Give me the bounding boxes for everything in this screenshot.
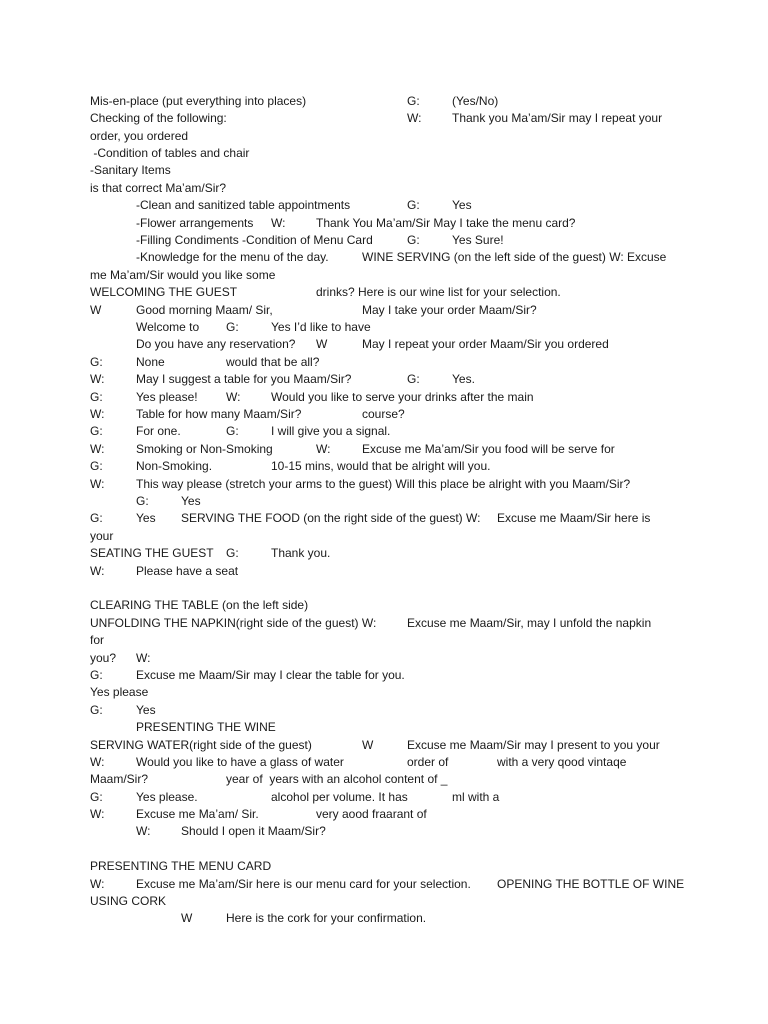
text-line xyxy=(0,476,768,493)
text-segment: Would you like to serve your drinks after the main xyxy=(271,390,534,404)
text-segment: drinks? Here is our wine list for your selection. xyxy=(316,285,561,299)
text-segment: W: xyxy=(90,477,105,491)
text-segment: -Condition of tables and chair xyxy=(90,146,250,160)
text-segment: SERVING WATER(right side of the guest) xyxy=(90,738,312,752)
text-segment: WINE SERVING (on the left side of the guest) W: Excuse xyxy=(362,250,667,264)
text-segment: PRESENTING THE WINE xyxy=(136,720,276,734)
text-line xyxy=(0,876,768,893)
text-segment: W: xyxy=(90,807,105,821)
text-segment: me Ma’am/Sir would you like some xyxy=(90,268,276,282)
text-segment: very aood fraarant of xyxy=(316,807,427,821)
text-segment: SERVING THE FOOD (on the right side of the guest) W: xyxy=(181,511,481,525)
text-line xyxy=(0,545,768,562)
text-line xyxy=(0,806,768,823)
text-segment: G: xyxy=(90,424,103,438)
text-segment: G: xyxy=(90,668,103,682)
text-segment: 10-15 mins, would that be alright will you. xyxy=(271,459,491,473)
text-line xyxy=(0,597,768,614)
text-line xyxy=(0,719,768,736)
text-segment: Yes xyxy=(452,198,472,212)
text-segment: Yes xyxy=(181,494,201,508)
text-segment: WELCOMING THE GUEST xyxy=(90,285,238,299)
text-segment: Excuse me Maam/Sir may I clear the table for you. xyxy=(136,668,405,682)
text-segment: Yes I’d like to have xyxy=(271,320,371,334)
text-segment: is that correct Ma’am/Sir? xyxy=(90,181,227,195)
text-segment: Welcome to xyxy=(136,320,200,334)
text-segment: May I suggest a table for you Maam/Sir? xyxy=(136,372,352,386)
text-segment: W: xyxy=(90,407,105,421)
text-segment: Thank you. xyxy=(271,546,331,560)
text-segment: W xyxy=(181,911,193,925)
text-segment: I will give you a signal. xyxy=(271,424,391,438)
text-segment: (Yes/No) xyxy=(452,94,499,108)
text-segment: W xyxy=(90,303,102,317)
text-line xyxy=(0,354,768,371)
text-segment: G: xyxy=(226,424,239,438)
text-line xyxy=(0,423,768,440)
text-segment: Excuse me Maam/Sir may I present to you your xyxy=(407,738,660,752)
text-segment: Maam/Sir? xyxy=(90,772,149,786)
text-segment: Excuse me Ma’am/ Sir. xyxy=(136,807,259,821)
text-line xyxy=(0,145,768,162)
text-segment: G: xyxy=(226,546,239,560)
text-segment: G: xyxy=(90,355,103,369)
text-segment: Do you have any reservation? xyxy=(136,337,296,351)
text-segment: Thank You Ma’am/Sir May I take the menu card? xyxy=(316,216,576,230)
text-segment: G: xyxy=(90,459,103,473)
text-segment: G: xyxy=(90,790,103,804)
text-segment: Thank you Ma’am/Sir may I repeat your xyxy=(452,111,663,125)
text-line xyxy=(0,789,768,806)
text-segment: W: xyxy=(407,111,422,125)
text-segment: alcohol per volume. It has xyxy=(271,790,408,804)
text-segment: G: xyxy=(407,94,420,108)
text-segment: course? xyxy=(362,407,405,421)
text-line xyxy=(0,458,768,475)
text-line xyxy=(0,371,768,388)
text-line xyxy=(0,510,768,527)
text-segment: W: xyxy=(90,877,105,891)
text-segment: -Knowledge for the menu of the day. xyxy=(136,250,329,264)
text-segment: G: xyxy=(407,233,420,247)
text-segment: G: xyxy=(90,511,103,525)
text-segment: order of xyxy=(407,755,449,769)
text-segment: your xyxy=(90,529,114,543)
text-segment: Yes xyxy=(136,703,156,717)
text-segment: W: xyxy=(226,390,241,404)
text-line xyxy=(0,771,768,788)
text-segment: G: xyxy=(90,390,103,404)
text-segment: Excuse me Ma’am/Sir you food will be serve for xyxy=(362,442,615,456)
text-line xyxy=(0,93,768,110)
text-line xyxy=(0,893,768,910)
text-line xyxy=(0,232,768,249)
text-segment: G: xyxy=(407,372,420,386)
text-segment: W xyxy=(362,738,374,752)
text-segment: Table for how many Maam/Sir? xyxy=(136,407,302,421)
text-segment: G: xyxy=(407,198,420,212)
text-line xyxy=(0,162,768,179)
text-segment: -Sanitary Items xyxy=(90,163,171,177)
text-segment: Yes xyxy=(136,511,156,525)
text-segment: For one. xyxy=(136,424,181,438)
text-line xyxy=(0,667,768,684)
text-segment: May I repeat your order Maam/Sir you ordered xyxy=(362,337,609,351)
text-segment: Yes please! xyxy=(136,390,198,404)
text-segment: for xyxy=(90,633,105,647)
text-segment: would that be all? xyxy=(226,355,320,369)
text-line xyxy=(0,267,768,284)
text-segment: USING CORK xyxy=(90,894,167,908)
text-segment: order, you ordered xyxy=(90,129,189,143)
text-segment: -Clean and sanitized table appointments xyxy=(136,198,351,212)
text-line xyxy=(0,180,768,197)
text-line xyxy=(0,197,768,214)
text-segment: Yes please. xyxy=(136,790,198,804)
text-line xyxy=(0,389,768,406)
text-segment: with a very qood vintaqe xyxy=(497,755,627,769)
text-line xyxy=(0,684,768,701)
text-line xyxy=(0,650,768,667)
text-segment: W: xyxy=(136,824,151,838)
text-line xyxy=(0,563,768,580)
text-segment: W: xyxy=(90,372,105,386)
text-line xyxy=(0,406,768,423)
text-line xyxy=(0,302,768,319)
text-line xyxy=(0,754,768,771)
text-segment: W: xyxy=(90,442,105,456)
text-segment: Excuse me Maam/Sir here is xyxy=(497,511,651,525)
text-segment: Please have a seat xyxy=(136,564,239,578)
text-segment: W: xyxy=(316,442,331,456)
text-line xyxy=(0,284,768,301)
text-line xyxy=(0,823,768,840)
text-segment: This way please (stretch your arms to the guest) Will this place be alright with you Maam/Sir? xyxy=(136,477,631,491)
text-segment: G: xyxy=(90,703,103,717)
text-segment: G: xyxy=(226,320,239,334)
text-segment: Mis-en-place (put everything into places) xyxy=(90,94,307,108)
text-segment: Yes please xyxy=(90,685,149,699)
text-segment: W: xyxy=(90,755,105,769)
text-segment: Yes Sure! xyxy=(452,233,504,247)
text-segment: you? xyxy=(90,651,117,665)
text-segment: W: xyxy=(90,564,105,578)
text-line xyxy=(0,702,768,719)
text-line xyxy=(0,615,768,632)
text-segment: May I take your order Maam/Sir? xyxy=(362,303,537,317)
text-segment: Good morning Maam/ Sir, xyxy=(136,303,273,317)
text-line xyxy=(0,319,768,336)
text-line xyxy=(0,249,768,266)
text-segment: PRESENTING THE MENU CARD xyxy=(90,859,272,873)
text-segment: Would you like to have a glass of water xyxy=(136,755,344,769)
text-segment: year of years with an alcohol content of _ xyxy=(226,772,448,786)
text-line xyxy=(0,910,768,927)
text-segment: Non-Smoking. xyxy=(136,459,213,473)
text-segment: Yes. xyxy=(452,372,475,386)
text-segment: W: xyxy=(271,216,286,230)
text-line xyxy=(0,110,768,127)
text-segment: OPENING THE BOTTLE OF WINE xyxy=(497,877,685,891)
text-segment: UNFOLDING THE NAPKIN(right side of the guest) W: xyxy=(90,616,377,630)
text-segment: G: xyxy=(136,494,149,508)
text-segment: -Flower arrangements xyxy=(136,216,254,230)
text-segment: Smoking or Non-Smoking xyxy=(136,442,273,456)
text-segment: W: xyxy=(136,651,151,665)
text-segment: Checking of the following: xyxy=(90,111,227,125)
text-segment: ml with a xyxy=(452,790,500,804)
text-segment: None xyxy=(136,355,165,369)
text-segment: Excuse me Maam/Sir, may I unfold the napkin xyxy=(407,616,652,630)
text-line xyxy=(0,737,768,754)
text-line xyxy=(0,336,768,353)
text-line xyxy=(0,858,768,875)
text-segment: -Filling Condiments -Condition of Menu Card xyxy=(136,233,373,247)
text-segment: Should I open it Maam/Sir? xyxy=(181,824,326,838)
text-line xyxy=(0,493,768,510)
text-segment: Excuse me Ma’am/Sir here is our menu card for your selection. xyxy=(136,877,471,891)
text-line xyxy=(0,632,768,649)
text-line xyxy=(0,215,768,232)
text-segment: SEATING THE GUEST xyxy=(90,546,214,560)
text-line xyxy=(0,128,768,145)
text-line xyxy=(0,441,768,458)
text-line xyxy=(0,528,768,545)
text-segment: W xyxy=(316,337,328,351)
text-segment: Here is the cork for your confirmation. xyxy=(226,911,427,925)
text-segment: CLEARING THE TABLE (on the left side) xyxy=(90,598,309,612)
